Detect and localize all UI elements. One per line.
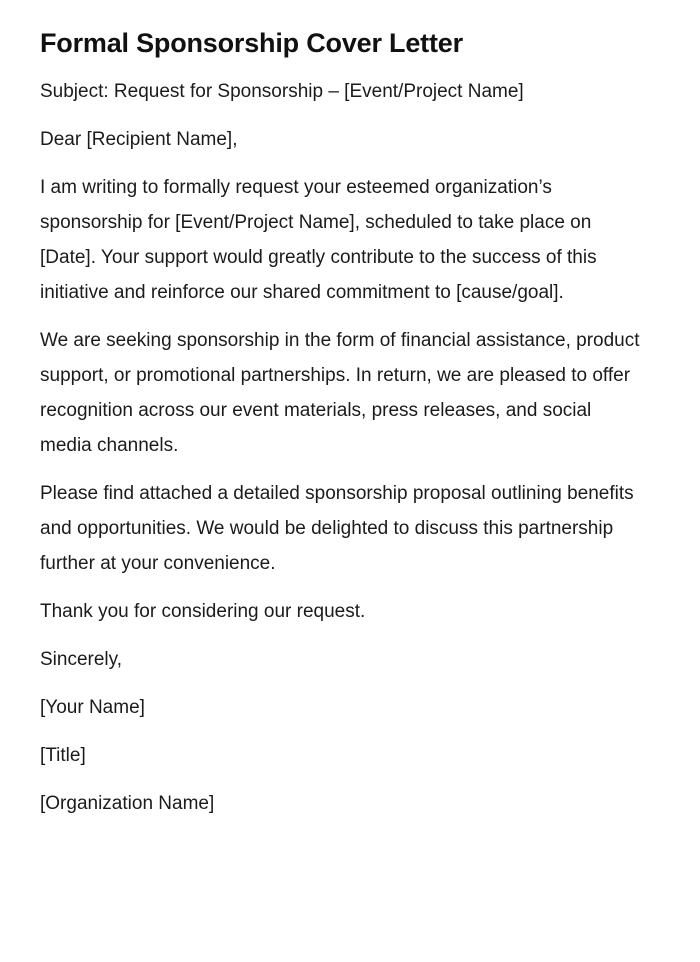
signature-organization: [Organization Name] — [40, 793, 215, 814]
signature-title: [Title] — [40, 745, 86, 766]
page-title: Formal Sponsorship Cover Letter — [40, 28, 463, 58]
closing-line: Sincerely, — [40, 649, 123, 670]
body-paragraph-1: I am writing to formally request your esteemed organization’s sponsorship for [Event/Project Name], scheduled to take place on [Date]. Your support would greatly contribute to the success of this initiative and reinforce our shared commitment to [cause/goal]. — [40, 177, 597, 303]
body-paragraph-3: Please find attached a detailed sponsorship proposal outlining benefits and opportunities. We would be delighted to discuss this partnership further at your convenience. — [40, 483, 634, 574]
signature-name: [Your Name] — [40, 697, 145, 718]
subject-line: Subject: Request for Sponsorship – [Event/Project Name] — [40, 81, 524, 102]
body-paragraph-2: We are seeking sponsorship in the form of financial assistance, product support, or promotional partnerships. In return, we are pleased to offer recognition across our event materials, press releases, and social media channels. — [40, 330, 640, 456]
letter-body — [40, 74, 640, 821]
salutation: Dear [Recipient Name], — [40, 129, 238, 150]
thank-you-line: Thank you for considering our request. — [40, 601, 366, 622]
